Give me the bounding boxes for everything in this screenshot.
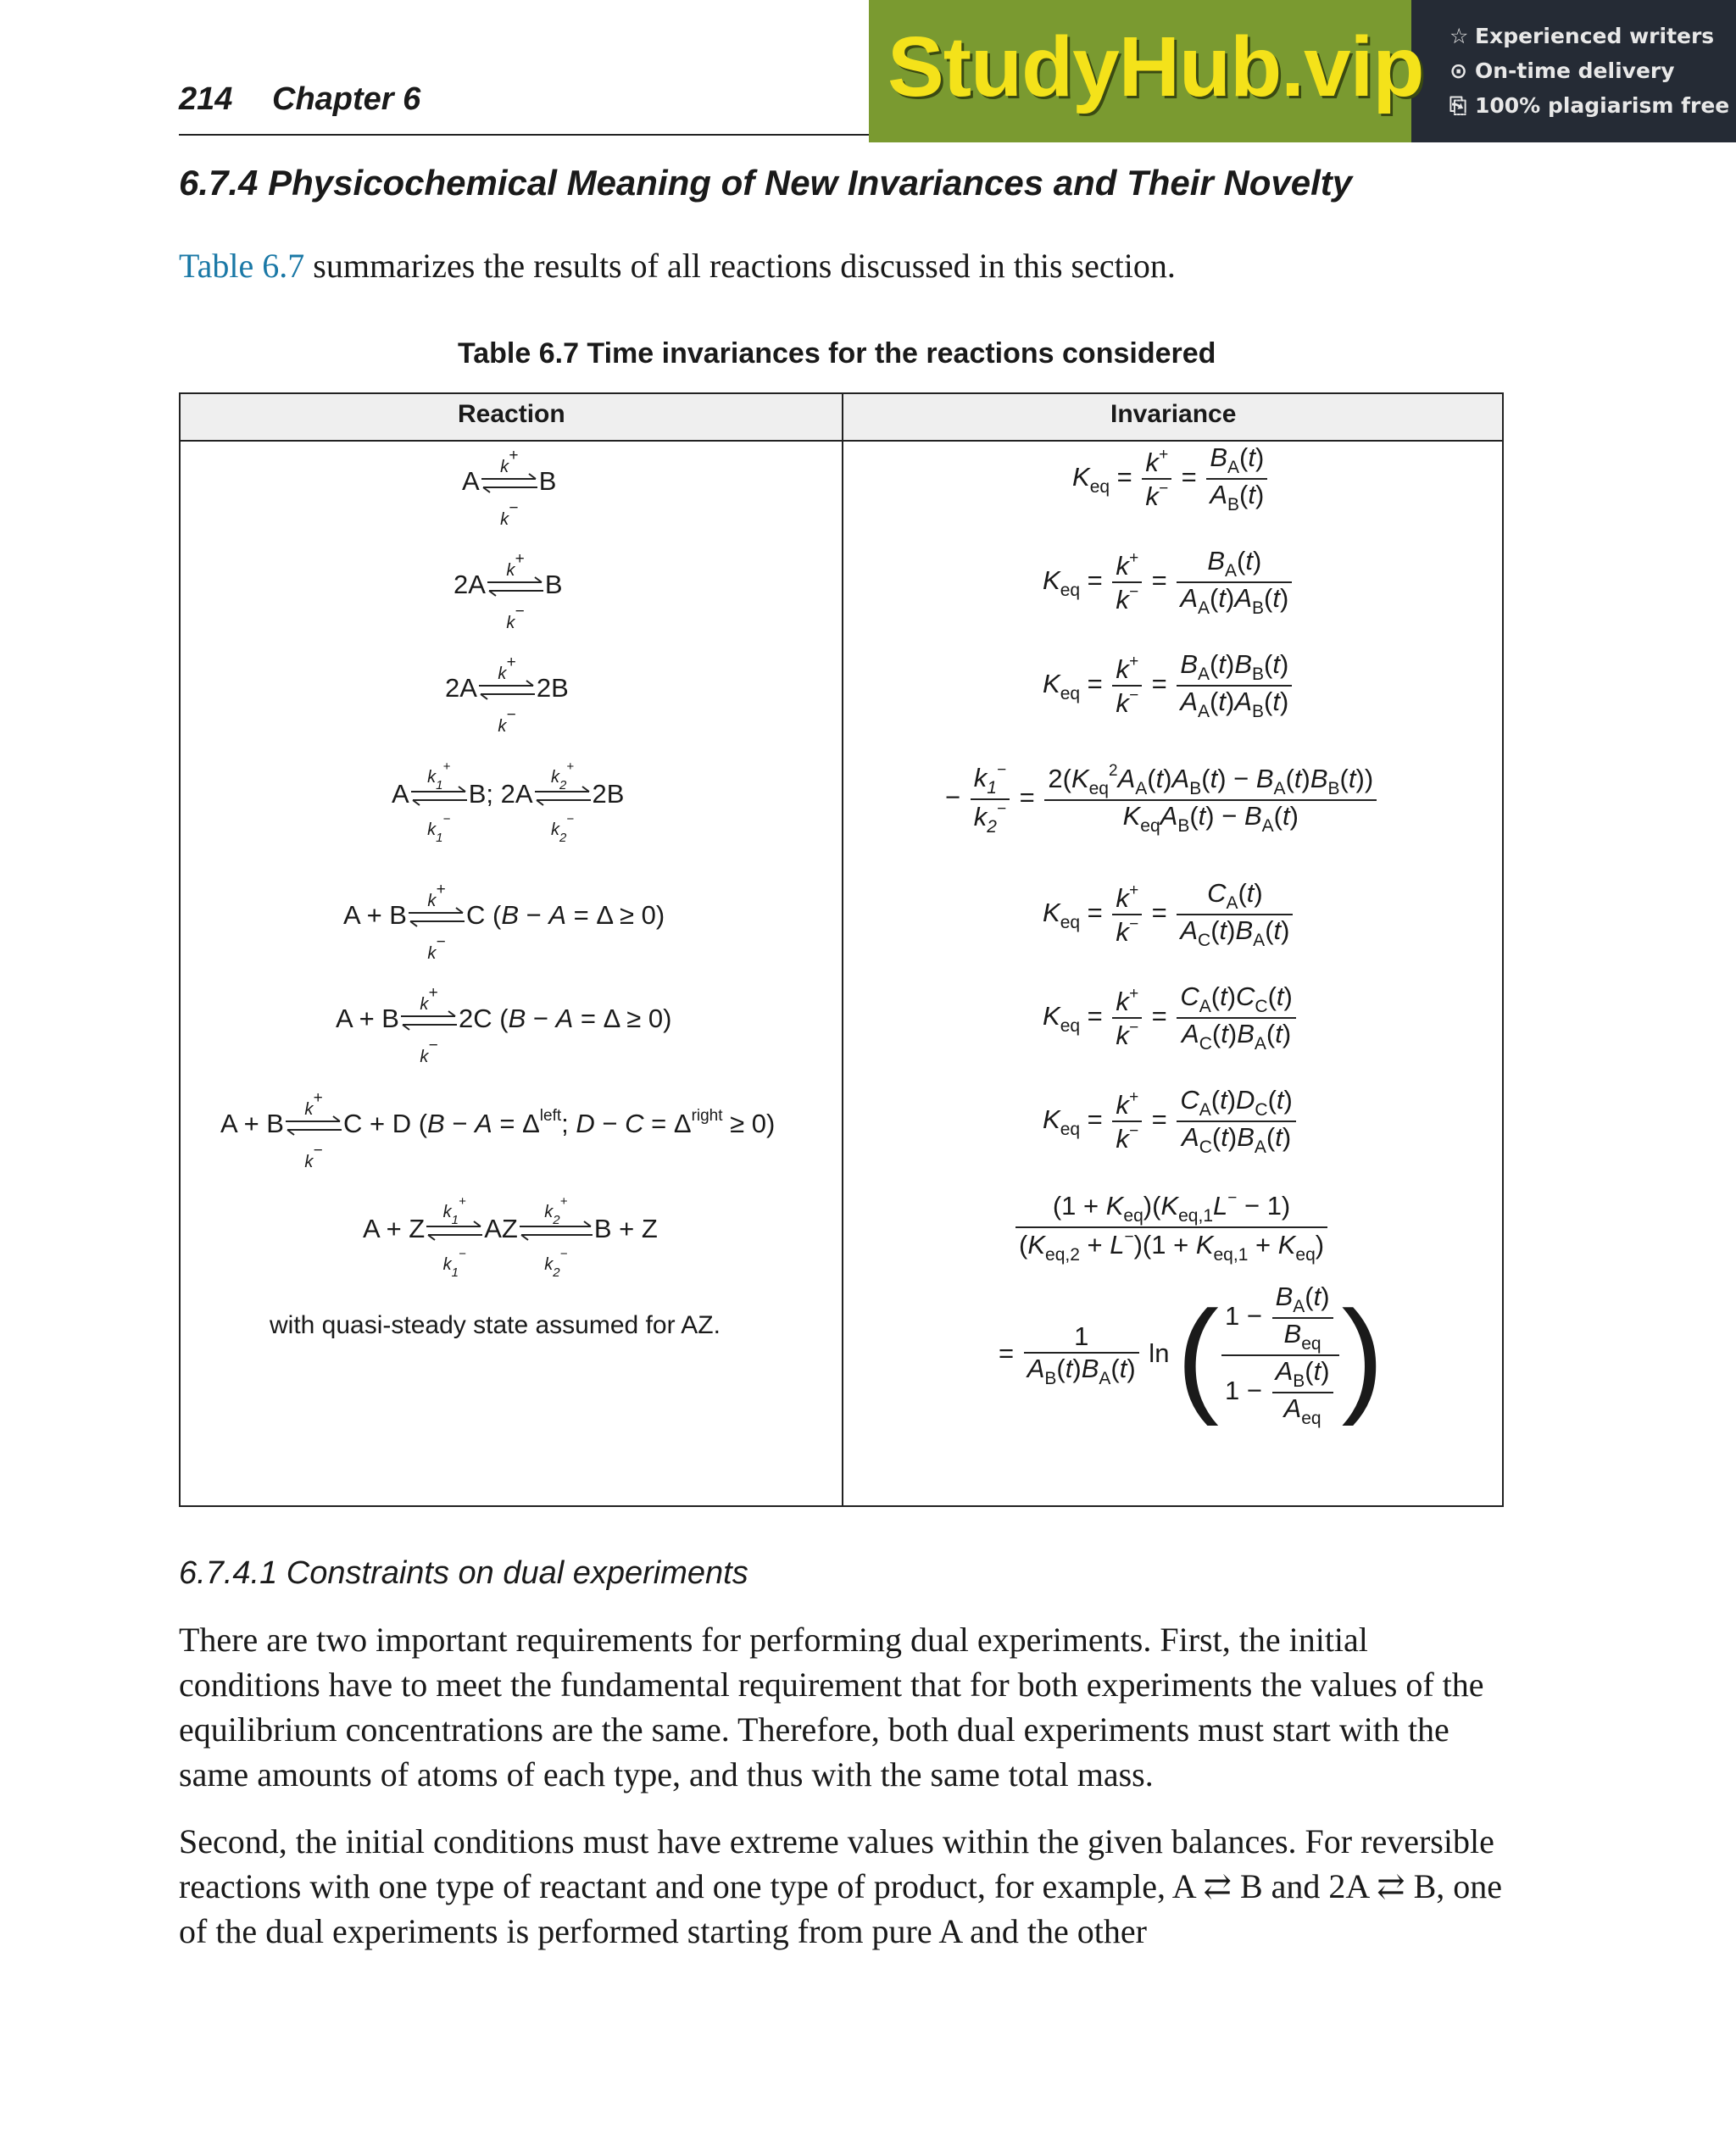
clock-icon: ⊙ xyxy=(1449,58,1467,83)
paragraph: There are two important requirements for performing dual experiments. First, the initial conditions have to meet the fundamental requirement that for both experiments the values of the equilibrium concentrations are the same. Therefore, both dual experiments must start with the same amounts of atoms of each type, and thus with the same total mass. xyxy=(179,1621,1484,1793)
reaction-4: A $k_1^+$ $k_1^-$ B; 2A $k_2^+$ $k_2^-$ 2B xyxy=(392,759,625,845)
intro-sentence: Table 6.7 summarizes the results of all reactions discussed in this section. xyxy=(179,247,1176,285)
invariance-1: $K_{eq}$ = $\frac{k^+}{k^-}$ = $\frac{B_A(t)}{A_B(t)}$ xyxy=(1072,442,1270,515)
brand-logo[interactable]: StudyHub.vip xyxy=(887,19,1424,114)
invariance-6: $K_{eq}$ = $\frac{k^+}{k^-}$ = $\frac{C_A(t)C_C(t)}{A_C(t)B_A(t)}$ xyxy=(1043,982,1299,1054)
invariance-4: − $\frac{k_1^-}{k_2^-}$ = $\frac{2(K_{eq}^2A_A(t)A_B(t) - B_A(t)B_B(t))}{K_{eq}A_B(t) - B_A(t)}$ xyxy=(945,761,1379,837)
invariance-8: $\frac{(1 + K_{eq})(K_{eq,1}L^- - 1)}{(K_{eq,2} + L^-)(1 + K_{eq,1} + K_{eq})}$ xyxy=(1013,1189,1330,1265)
reaction-3: 2A k+ k− 2B xyxy=(445,653,569,736)
reaction-1: A k+ k− B xyxy=(462,446,557,529)
studyhub-banner[interactable] xyxy=(869,0,1736,142)
table-caption: Table 6.7 Time invariances for the reactions considered xyxy=(458,337,1216,370)
column-header-reaction: Reaction xyxy=(458,400,565,428)
chapter-title: Chapter 6 xyxy=(272,81,421,117)
copy-icon: ⎘ xyxy=(1449,93,1467,118)
feature-item: ☆ Experienced writers xyxy=(1449,24,1715,48)
reaction-8-note: with quasi-steady state assumed for AZ. xyxy=(270,1311,721,1339)
feature-item: ⊙ On-time delivery xyxy=(1449,58,1675,83)
table-reference-link[interactable]: Table 6.7 xyxy=(179,247,305,285)
reaction-7: A + B k+ k− C + D ($B - A = \Delta^{left}$; $D - C = \Delta^{right} \ge 0$) xyxy=(220,1088,776,1171)
invariance-8-log: = $\frac{1}{A_B(t)B_A(t)}$ ln ( 1 − $\frac{B_A(t)}{B_{eq}}$ 1 − $\frac{A_B(t)}{A_{eq}}$ ) xyxy=(999,1282,1384,1428)
reaction-8: A + Z $k_1^+$ $k_1^-$ AZ $k_2^+$ $k_2^-$ B + Z xyxy=(363,1193,658,1280)
subsection-title: 6.7.4.1 Constraints on dual experiments xyxy=(179,1555,748,1591)
invariance-3: $K_{eq}$ = $\frac{k^+}{k^-}$ = $\frac{B_A(t)B_B(t)}{A_A(t)A_B(t)}$ xyxy=(1043,649,1294,722)
section-title: 6.7.4 Physicochemical Meaning of New Invariances and Their Novelty xyxy=(179,163,1353,203)
paragraph: Second, the initial conditions must have extreme values within the given balances. For reversible reactions with one type of reactant and one type of product, for example, A ⇄ B and 2A ⇄ B, one of the dual experiments is performed starting from pure A and the other xyxy=(179,1822,1503,1950)
reaction-6: A + B k+ k− 2C (B − A = Δ ≥ 0) xyxy=(336,983,672,1066)
column-header-invariance: Invariance xyxy=(1110,400,1237,428)
page-number: 214 xyxy=(179,81,233,117)
invariance-7: $K_{eq}$ = $\frac{k^+}{k^-}$ = $\frac{C_A(t)D_C(t)}{A_C(t)B_A(t)}$ xyxy=(1043,1085,1299,1158)
reaction-5: A + B k+ k− C (B − A = Δ ≥ 0) xyxy=(343,880,665,963)
star-icon: ☆ xyxy=(1449,24,1469,48)
invariance-5: $K_{eq}$ = $\frac{k^+}{k^-}$ = $\frac{C_A(t)}{A_C(t)B_A(t)}$ xyxy=(1043,878,1295,951)
reaction-2: 2A k+ k− B xyxy=(453,549,563,632)
feature-item: ⎘ 100% plagiarism free xyxy=(1449,93,1730,118)
invariance-2: $K_{eq}$ = $\frac{k^+}{k^-}$ = $\frac{B_A(t)}{A_A(t)A_B(t)}$ xyxy=(1043,546,1294,619)
